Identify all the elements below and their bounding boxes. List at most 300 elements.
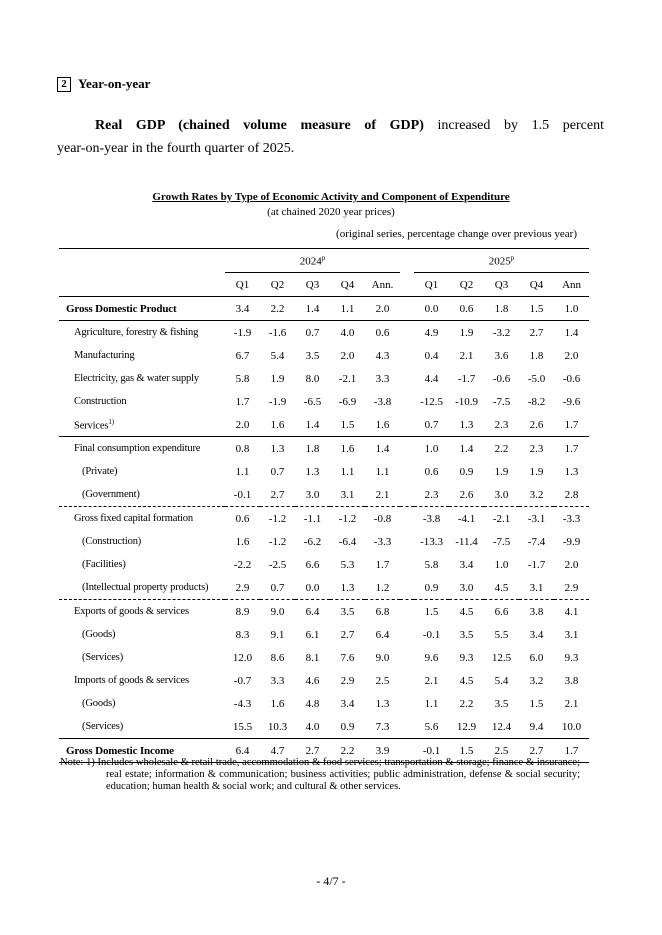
cell-2025: 2.3 xyxy=(424,488,439,501)
col-header: Q2 xyxy=(260,273,295,297)
footnote-marker: 1) xyxy=(108,417,114,426)
table-row xyxy=(59,623,589,646)
cell-2025: 2.1 xyxy=(424,674,439,687)
year-2025-header xyxy=(414,249,589,273)
cell-2024: 8.9 xyxy=(225,600,260,624)
row-label-text: Final consumption expenditure xyxy=(74,443,201,454)
cell-2024: 5.8 xyxy=(235,372,250,385)
cell-2024: 2.9 xyxy=(340,674,355,687)
cell-2025: 1.8 xyxy=(529,349,544,362)
col-header: Q3 xyxy=(295,273,330,297)
cell-2024: 1.4 xyxy=(365,437,400,461)
cell-2024: 2.7 xyxy=(295,739,330,763)
column-gap xyxy=(400,321,414,345)
row-label xyxy=(59,437,225,461)
table-footnote xyxy=(60,757,580,793)
cell-2025: 1.1 xyxy=(424,697,439,710)
row-label-text: (Goods) xyxy=(82,698,116,709)
cell-2025: 0.6 xyxy=(449,297,484,321)
year-2025-label: 2025 xyxy=(488,255,511,268)
cell-2024: 3.3 xyxy=(270,674,285,687)
col-header: Q4 xyxy=(330,273,365,297)
cell-2024: 6.7 xyxy=(235,349,250,362)
table-row xyxy=(59,344,589,367)
row-label xyxy=(59,715,225,739)
row-label-text: (Goods) xyxy=(82,629,116,640)
cell-2024: 1.8 xyxy=(295,437,330,461)
cell-2024: 7.6 xyxy=(340,651,355,664)
table-row xyxy=(59,367,589,390)
table-row xyxy=(59,646,589,669)
cell-2025: -9.6 xyxy=(562,395,581,408)
cell-2024: -6.9 xyxy=(338,395,357,408)
cell-2024: 1.7 xyxy=(235,395,250,408)
table-row xyxy=(59,460,589,483)
col-header: Q1 xyxy=(414,273,449,297)
row-label-text: (Facilities) xyxy=(82,559,126,570)
cell-2024: 1.2 xyxy=(375,581,390,594)
table-row xyxy=(59,413,589,437)
cell-2025: 2.8 xyxy=(564,488,579,501)
cell-2025: 3.8 xyxy=(519,600,554,624)
row-label xyxy=(59,390,225,413)
cell-2025: -3.2 xyxy=(484,321,519,345)
footnote-text: Note: 1) Includes wholesale & retail trade, accommodation & food services; transportation & storage; finance & insurance; real estate; information & communication; business activities; public administration, defense & social security; education; human health & social work; and cultural & other services. xyxy=(60,757,580,792)
cell-2025: 3.4 xyxy=(459,558,474,571)
cell-2024: -1.2 xyxy=(330,507,365,531)
cell-2024: 3.5 xyxy=(305,349,320,362)
cell-2024: 2.0 xyxy=(340,349,355,362)
summary-paragraph-line1 xyxy=(57,114,604,137)
cell-2024: 4.0 xyxy=(305,720,320,733)
cell-2024: -6.4 xyxy=(338,535,357,548)
cell-2025: 4.5 xyxy=(449,600,484,624)
table-title xyxy=(0,191,662,203)
row-label-text: Imports of goods & services xyxy=(74,675,189,686)
cell-2024: 5.4 xyxy=(270,349,285,362)
cell-2025: 4.9 xyxy=(414,321,449,345)
column-gap xyxy=(400,600,414,624)
cell-2024: 3.3 xyxy=(375,372,390,385)
row-label-text: (Private) xyxy=(82,466,118,477)
table-row xyxy=(59,715,589,739)
col-header: Q4 xyxy=(519,273,554,297)
column-gap xyxy=(400,715,414,739)
row-label xyxy=(59,344,225,367)
cell-2025: 1.3 xyxy=(459,418,474,431)
cell-2024: 0.0 xyxy=(305,581,320,594)
cell-2024: 3.9 xyxy=(365,739,400,763)
cell-2025: 5.4 xyxy=(494,674,509,687)
cell-2024: -1.9 xyxy=(225,321,260,345)
col-header: Ann. xyxy=(365,273,400,297)
cell-2024: 9.1 xyxy=(270,628,285,641)
table-row xyxy=(59,507,589,531)
column-gap xyxy=(400,692,414,715)
summary-line1-rest: increased by 1.5 percent xyxy=(437,118,604,133)
cell-2025: 9.4 xyxy=(529,720,544,733)
cell-2025: 9.6 xyxy=(424,651,439,664)
cell-2025: 2.2 xyxy=(484,437,519,461)
cell-2025: 2.7 xyxy=(519,739,554,763)
cell-2025: -5.0 xyxy=(527,372,546,385)
cell-2025: 1.9 xyxy=(494,465,509,478)
cell-2024: 3.1 xyxy=(340,488,355,501)
cell-2025: -7.5 xyxy=(492,395,511,408)
cell-2025: 3.5 xyxy=(494,697,509,710)
cell-2024: 4.7 xyxy=(260,739,295,763)
column-gap xyxy=(400,507,414,531)
section-heading xyxy=(57,76,150,92)
row-label-text: Gross Domestic Income xyxy=(66,744,174,757)
cell-2024: 3.5 xyxy=(330,600,365,624)
cell-2024: -3.3 xyxy=(373,535,392,548)
header-gap xyxy=(400,249,414,273)
cell-2024: 2.2 xyxy=(260,297,295,321)
cell-2024: -6.5 xyxy=(303,395,322,408)
row-label-text: Construction xyxy=(74,396,127,407)
cell-2024: 0.6 xyxy=(225,507,260,531)
row-label-text: Agriculture, forestry & fishing xyxy=(74,327,199,338)
cell-2025: 2.6 xyxy=(529,418,544,431)
cell-2024: 0.9 xyxy=(340,720,355,733)
column-gap xyxy=(400,390,414,413)
cell-2024: 1.7 xyxy=(375,558,390,571)
row-label xyxy=(59,297,225,321)
column-gap xyxy=(400,553,414,576)
cell-2024: 8.1 xyxy=(305,651,320,664)
cell-2025: 2.9 xyxy=(564,581,579,594)
cell-2024: 5.3 xyxy=(340,558,355,571)
cell-2025: 2.3 xyxy=(494,418,509,431)
cell-2025: 3.2 xyxy=(529,488,544,501)
cell-2025: 1.5 xyxy=(529,697,544,710)
col-header: Q2 xyxy=(449,273,484,297)
header-blank xyxy=(59,249,225,273)
cell-2025: 2.1 xyxy=(564,697,579,710)
cell-2025: 6.0 xyxy=(529,651,544,664)
cell-2025: 1.5 xyxy=(519,297,554,321)
cell-2024: -1.6 xyxy=(260,321,295,345)
cell-2025: -2.1 xyxy=(484,507,519,531)
column-gap xyxy=(400,437,414,461)
cell-2024: -1.1 xyxy=(295,507,330,531)
cell-2024: 1.1 xyxy=(235,465,250,478)
cell-2025: -3.3 xyxy=(554,507,589,531)
cell-2024: 6.4 xyxy=(375,628,390,641)
cell-2025: -3.1 xyxy=(519,507,554,531)
cell-2025: 1.7 xyxy=(564,418,579,431)
row-label-text: (Construction) xyxy=(82,536,142,547)
cell-2025: 9.3 xyxy=(459,651,474,664)
cell-2024: 0.7 xyxy=(295,321,330,345)
cell-2024: 1.6 xyxy=(270,697,285,710)
cell-2025: 5.6 xyxy=(424,720,439,733)
cell-2025: -3.8 xyxy=(414,507,449,531)
cell-2025: 1.0 xyxy=(554,297,589,321)
cell-2024: -2.1 xyxy=(338,372,357,385)
row-label-text: (Services) xyxy=(82,652,124,663)
row-label xyxy=(59,692,225,715)
row-label xyxy=(59,460,225,483)
column-gap xyxy=(400,646,414,669)
table-unit-note: (original series, percentage change over previous year) xyxy=(336,228,577,240)
cell-2024: -6.2 xyxy=(303,535,322,548)
cell-2025: 2.0 xyxy=(564,558,579,571)
cell-2024: 6.4 xyxy=(295,600,330,624)
cell-2025: 1.9 xyxy=(529,465,544,478)
table-row xyxy=(59,600,589,624)
row-label xyxy=(59,413,225,437)
row-label xyxy=(59,623,225,646)
cell-2024: 2.2 xyxy=(330,739,365,763)
row-label xyxy=(59,507,225,531)
cell-2024: 2.5 xyxy=(375,674,390,687)
cell-2025: 1.0 xyxy=(414,437,449,461)
cell-2024: 1.1 xyxy=(340,465,355,478)
cell-2024: 8.3 xyxy=(235,628,250,641)
cell-2024: 1.3 xyxy=(260,437,295,461)
table-row xyxy=(59,576,589,600)
row-label xyxy=(59,669,225,692)
cell-2024: 1.5 xyxy=(340,418,355,431)
cell-2024: 1.3 xyxy=(305,465,320,478)
column-gap xyxy=(400,297,414,321)
column-gap xyxy=(400,576,414,600)
cell-2025: 6.6 xyxy=(484,600,519,624)
cell-2024: 9.0 xyxy=(260,600,295,624)
table-title-text: Growth Rates by Type of Economic Activity and Component of Expenditure xyxy=(152,191,510,203)
table-row xyxy=(59,297,589,321)
quarter-header-row xyxy=(59,273,589,297)
cell-2025: -4.1 xyxy=(449,507,484,531)
cell-2025: 5.8 xyxy=(424,558,439,571)
column-gap xyxy=(400,669,414,692)
cell-2025: 4.5 xyxy=(494,581,509,594)
cell-2024: 0.7 xyxy=(270,465,285,478)
cell-2025: 1.4 xyxy=(449,437,484,461)
cell-2024: 3.4 xyxy=(340,697,355,710)
cell-2024: 8.0 xyxy=(305,372,320,385)
growth-rates-table xyxy=(59,248,589,763)
cell-2025: 1.8 xyxy=(484,297,519,321)
cell-2024: 0.7 xyxy=(270,581,285,594)
col-header: Ann xyxy=(554,273,589,297)
cell-2024: 6.6 xyxy=(305,558,320,571)
table-row xyxy=(59,321,589,345)
cell-2025: 3.2 xyxy=(529,674,544,687)
cell-2025: -0.6 xyxy=(492,372,511,385)
cell-2025: 2.6 xyxy=(459,488,474,501)
cell-2024: 8.6 xyxy=(270,651,285,664)
cell-2025: -0.1 xyxy=(422,628,441,641)
table-subtitle: (at chained 2020 year prices) xyxy=(267,206,395,218)
cell-2025: 2.1 xyxy=(459,349,474,362)
cell-2025: -11.4 xyxy=(455,535,478,548)
cell-2025: -7.5 xyxy=(492,535,511,548)
cell-2025: 1.5 xyxy=(449,739,484,763)
cell-2025: 12.5 xyxy=(491,651,512,664)
cell-2024: -3.8 xyxy=(373,395,392,408)
cell-2025: -0.6 xyxy=(562,372,581,385)
cell-2025: 4.5 xyxy=(459,674,474,687)
cell-2025: 3.6 xyxy=(494,349,509,362)
cell-2024: 1.3 xyxy=(340,581,355,594)
cell-2024: -0.7 xyxy=(233,674,252,687)
table-row xyxy=(59,483,589,507)
cell-2025: 12.9 xyxy=(456,720,477,733)
cell-2025: 4.1 xyxy=(554,600,589,624)
cell-2024: 1.3 xyxy=(375,697,390,710)
cell-2025: 5.5 xyxy=(494,628,509,641)
column-gap xyxy=(400,413,414,437)
cell-2025: 0.0 xyxy=(414,297,449,321)
cell-2025: 1.7 xyxy=(554,739,589,763)
cell-2024: 1.6 xyxy=(330,437,365,461)
column-gap xyxy=(400,460,414,483)
cell-2024: 4.0 xyxy=(330,321,365,345)
column-gap xyxy=(400,530,414,553)
cell-2024: 7.3 xyxy=(375,720,390,733)
cell-2025: 3.4 xyxy=(529,628,544,641)
row-label-text: Electricity, gas & water supply xyxy=(74,373,200,384)
cell-2024: 1.9 xyxy=(270,372,285,385)
header-gap xyxy=(400,273,414,297)
cell-2025: -7.4 xyxy=(527,535,546,548)
cell-2025: 2.5 xyxy=(484,739,519,763)
cell-2025: 12.4 xyxy=(491,720,512,733)
cell-2025: 3.1 xyxy=(564,628,579,641)
row-label xyxy=(59,600,225,624)
page-number: - 4/7 - xyxy=(316,874,346,888)
year-2024-header xyxy=(225,249,400,273)
cell-2025: 2.2 xyxy=(459,697,474,710)
year-2025-sup: p xyxy=(510,253,515,262)
year-header-row xyxy=(59,249,589,273)
cell-2025: -1.7 xyxy=(527,558,546,571)
column-gap xyxy=(400,367,414,390)
cell-2024: 1.6 xyxy=(270,418,285,431)
cell-2024: 9.0 xyxy=(375,651,390,664)
cell-2024: 1.1 xyxy=(375,465,390,478)
col-header: Q1 xyxy=(225,273,260,297)
cell-2025: 2.7 xyxy=(519,321,554,345)
cell-2024: 2.9 xyxy=(235,581,250,594)
cell-2025: -0.1 xyxy=(414,739,449,763)
row-label-text: Gross fixed capital formation xyxy=(74,513,193,524)
cell-2024: -2.2 xyxy=(233,558,252,571)
row-label-text: Gross Domestic Product xyxy=(66,302,177,315)
cell-2025: 3.8 xyxy=(564,674,579,687)
cell-2024: -1.2 xyxy=(268,535,287,548)
table-row xyxy=(59,437,589,461)
cell-2025: 2.3 xyxy=(519,437,554,461)
summary-bold-phrase: Real GDP (chained volume measure of GDP) xyxy=(95,118,424,133)
row-label xyxy=(59,321,225,345)
cell-2025: 3.0 xyxy=(459,581,474,594)
cell-2025: 3.5 xyxy=(459,628,474,641)
cell-2024: 0.6 xyxy=(365,321,400,345)
year-2024-sup: p xyxy=(321,253,326,262)
cell-2025: -13.3 xyxy=(420,535,443,548)
cell-2024: 1.6 xyxy=(235,535,250,548)
cell-2024: -0.1 xyxy=(233,488,252,501)
row-label xyxy=(59,646,225,669)
cell-2024: -4.3 xyxy=(233,697,252,710)
cell-2024: 1.6 xyxy=(375,418,390,431)
table-row xyxy=(59,692,589,715)
year-2024-label: 2024 xyxy=(299,255,322,268)
cell-2024: 1.4 xyxy=(305,418,320,431)
cell-2024: 12.0 xyxy=(232,651,253,664)
cell-2025: 1.3 xyxy=(564,465,579,478)
table-row xyxy=(59,390,589,413)
cell-2025: 0.6 xyxy=(424,465,439,478)
cell-2025: 3.0 xyxy=(494,488,509,501)
row-label xyxy=(59,553,225,576)
header-blank xyxy=(59,273,225,297)
cell-2025: -8.2 xyxy=(527,395,546,408)
cell-2025: 1.4 xyxy=(554,321,589,345)
row-label-text: (Intellectual property products) xyxy=(82,582,209,593)
cell-2024: -1.9 xyxy=(268,395,287,408)
cell-2024: 15.5 xyxy=(232,720,253,733)
cell-2025: 2.0 xyxy=(564,349,579,362)
row-label-text: Exports of goods & services xyxy=(74,606,189,617)
cell-2024: 6.8 xyxy=(365,600,400,624)
cell-2025: 1.0 xyxy=(494,558,509,571)
table-row xyxy=(59,530,589,553)
cell-2025: 0.7 xyxy=(424,418,439,431)
row-label-text: Manufacturing xyxy=(74,350,135,361)
cell-2024: 4.3 xyxy=(375,349,390,362)
cell-2025: 0.9 xyxy=(459,465,474,478)
cell-2025: 10.0 xyxy=(561,720,582,733)
cell-2024: 2.7 xyxy=(340,628,355,641)
cell-2024: 4.8 xyxy=(305,697,320,710)
col-header: Q3 xyxy=(484,273,519,297)
column-gap xyxy=(400,623,414,646)
cell-2025: -12.5 xyxy=(420,395,443,408)
cell-2024: 3.4 xyxy=(225,297,260,321)
cell-2024: 0.8 xyxy=(225,437,260,461)
row-label-text: Services xyxy=(74,420,109,432)
column-gap xyxy=(400,344,414,367)
cell-2024: 2.0 xyxy=(365,297,400,321)
cell-2024: 2.7 xyxy=(270,488,285,501)
table-row xyxy=(59,553,589,576)
cell-2025: 3.1 xyxy=(529,581,544,594)
cell-2024: 10.3 xyxy=(267,720,288,733)
cell-2025: 9.3 xyxy=(564,651,579,664)
cell-2025: 4.4 xyxy=(424,372,439,385)
cell-2024: 2.1 xyxy=(375,488,390,501)
cell-2024: 6.4 xyxy=(225,739,260,763)
cell-2025: -9.9 xyxy=(562,535,581,548)
cell-2024: 2.0 xyxy=(235,418,250,431)
cell-2025: -1.7 xyxy=(457,372,476,385)
row-label-text: (Services) xyxy=(82,721,124,732)
cell-2025: 1.7 xyxy=(554,437,589,461)
row-label xyxy=(59,367,225,390)
row-label xyxy=(59,483,225,507)
cell-2025: -10.9 xyxy=(455,395,478,408)
cell-2025: 1.9 xyxy=(449,321,484,345)
section-title: Year-on-year xyxy=(78,76,151,91)
cell-2024: 1.4 xyxy=(295,297,330,321)
cell-2025: 1.5 xyxy=(414,600,449,624)
row-label xyxy=(59,530,225,553)
